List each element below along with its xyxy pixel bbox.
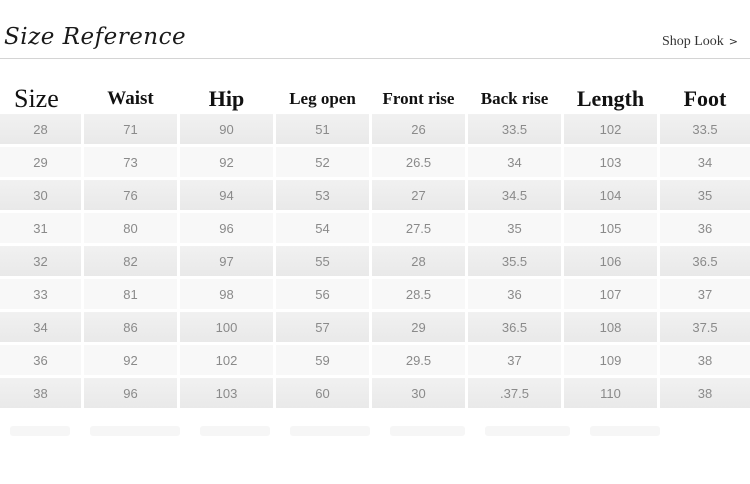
column-header-front-rise: Front rise: [372, 80, 465, 114]
table-row: [0, 378, 750, 411]
table-cell: 71: [84, 114, 177, 144]
table-row: [0, 246, 750, 279]
table-cell: 81: [84, 279, 177, 309]
table-cell: 98: [180, 279, 273, 309]
column-header-length: Length: [564, 80, 657, 114]
table-cell: 37.5: [660, 312, 750, 342]
table-cell: 36.5: [468, 312, 561, 342]
table-cell: 36: [660, 213, 750, 243]
table-cell: 102: [564, 114, 657, 144]
table-cell: 97: [180, 246, 273, 276]
table-row: [0, 213, 750, 246]
table-cell: 103: [180, 378, 273, 408]
table-cell: 105: [564, 213, 657, 243]
shop-look-link[interactable]: [662, 34, 738, 50]
table-cell: 92: [180, 147, 273, 177]
column-header-size: Size: [0, 80, 81, 114]
table-cell: 26.5: [372, 147, 465, 177]
table-cell: 33: [0, 279, 81, 309]
table-row: [0, 147, 750, 180]
table-cell: 36: [0, 345, 81, 375]
table-cell: 31: [0, 213, 81, 243]
table-cell: 80: [84, 213, 177, 243]
table-cell: 110: [564, 378, 657, 408]
table-row: [0, 180, 750, 213]
table-cell: 35: [660, 180, 750, 210]
table-row: [0, 312, 750, 345]
table-cell: 34: [468, 147, 561, 177]
table-cell: 27: [372, 180, 465, 210]
table-cell: 34: [660, 147, 750, 177]
table-cell: 30: [372, 378, 465, 408]
table-cell: 36: [468, 279, 561, 309]
column-header-back-rise: Back rise: [468, 80, 561, 114]
table-cell: 38: [660, 378, 750, 408]
page-title: Size Reference: [4, 24, 187, 50]
table-cell: 94: [180, 180, 273, 210]
table-cell: 107: [564, 279, 657, 309]
table-row: [0, 114, 750, 147]
table-cell: 54: [276, 213, 369, 243]
column-header-waist: Waist: [84, 80, 177, 114]
table-cell: 36.5: [660, 246, 750, 276]
table-cell: 33.5: [660, 114, 750, 144]
table-cell: 76: [84, 180, 177, 210]
table-cell: 56: [276, 279, 369, 309]
table-cell: 38: [660, 345, 750, 375]
column-header-leg-open: Leg open: [276, 80, 369, 114]
table-cell: 57: [276, 312, 369, 342]
table-cell: 30: [0, 180, 81, 210]
table-cell: 34.5: [468, 180, 561, 210]
column-header-hip: Hip: [180, 80, 273, 114]
size-table: [0, 80, 750, 411]
table-cell: 103: [564, 147, 657, 177]
table-cell: 96: [84, 378, 177, 408]
table-cell: 38: [0, 378, 81, 408]
table-cell: 109: [564, 345, 657, 375]
table-cell: 35.5: [468, 246, 561, 276]
table-cell: 106: [564, 246, 657, 276]
table-cell: 86: [84, 312, 177, 342]
header-divider: [0, 58, 750, 59]
table-cell: 82: [84, 246, 177, 276]
table-cell: 53: [276, 180, 369, 210]
table-cell: 28: [0, 114, 81, 144]
table-cell: 27.5: [372, 213, 465, 243]
table-cell: 29: [0, 147, 81, 177]
table-cell: 35: [468, 213, 561, 243]
table-cell: 29: [372, 312, 465, 342]
table-cell: 28.5: [372, 279, 465, 309]
table-cell: 60: [276, 378, 369, 408]
shop-look-label: Shop Look: [661, 34, 724, 49]
column-header-foot: Foot: [660, 80, 750, 114]
table-cell: .37.5: [468, 378, 561, 408]
table-cell: 104: [564, 180, 657, 210]
chevron-right-icon: >: [728, 35, 738, 48]
table-cell: 92: [84, 345, 177, 375]
table-cell: 32: [0, 246, 81, 276]
table-cell: 28: [372, 246, 465, 276]
table-cell: 37: [468, 345, 561, 375]
table-cell: 33.5: [468, 114, 561, 144]
table-cell: 52: [276, 147, 369, 177]
table-cell: 90: [180, 114, 273, 144]
table-cell: 37: [660, 279, 750, 309]
table-cell: 102: [180, 345, 273, 375]
table-cell: 96: [180, 213, 273, 243]
table-cell: 29.5: [372, 345, 465, 375]
table-row: [0, 279, 750, 312]
faded-reflection: [0, 418, 750, 444]
table-cell: 26: [372, 114, 465, 144]
table-cell: 59: [276, 345, 369, 375]
table-cell: 34: [0, 312, 81, 342]
table-header-row: [0, 80, 750, 114]
table-cell: 73: [84, 147, 177, 177]
table-cell: 51: [276, 114, 369, 144]
table-cell: 55: [276, 246, 369, 276]
table-cell: 100: [180, 312, 273, 342]
table-row: [0, 345, 750, 378]
table-cell: 108: [564, 312, 657, 342]
